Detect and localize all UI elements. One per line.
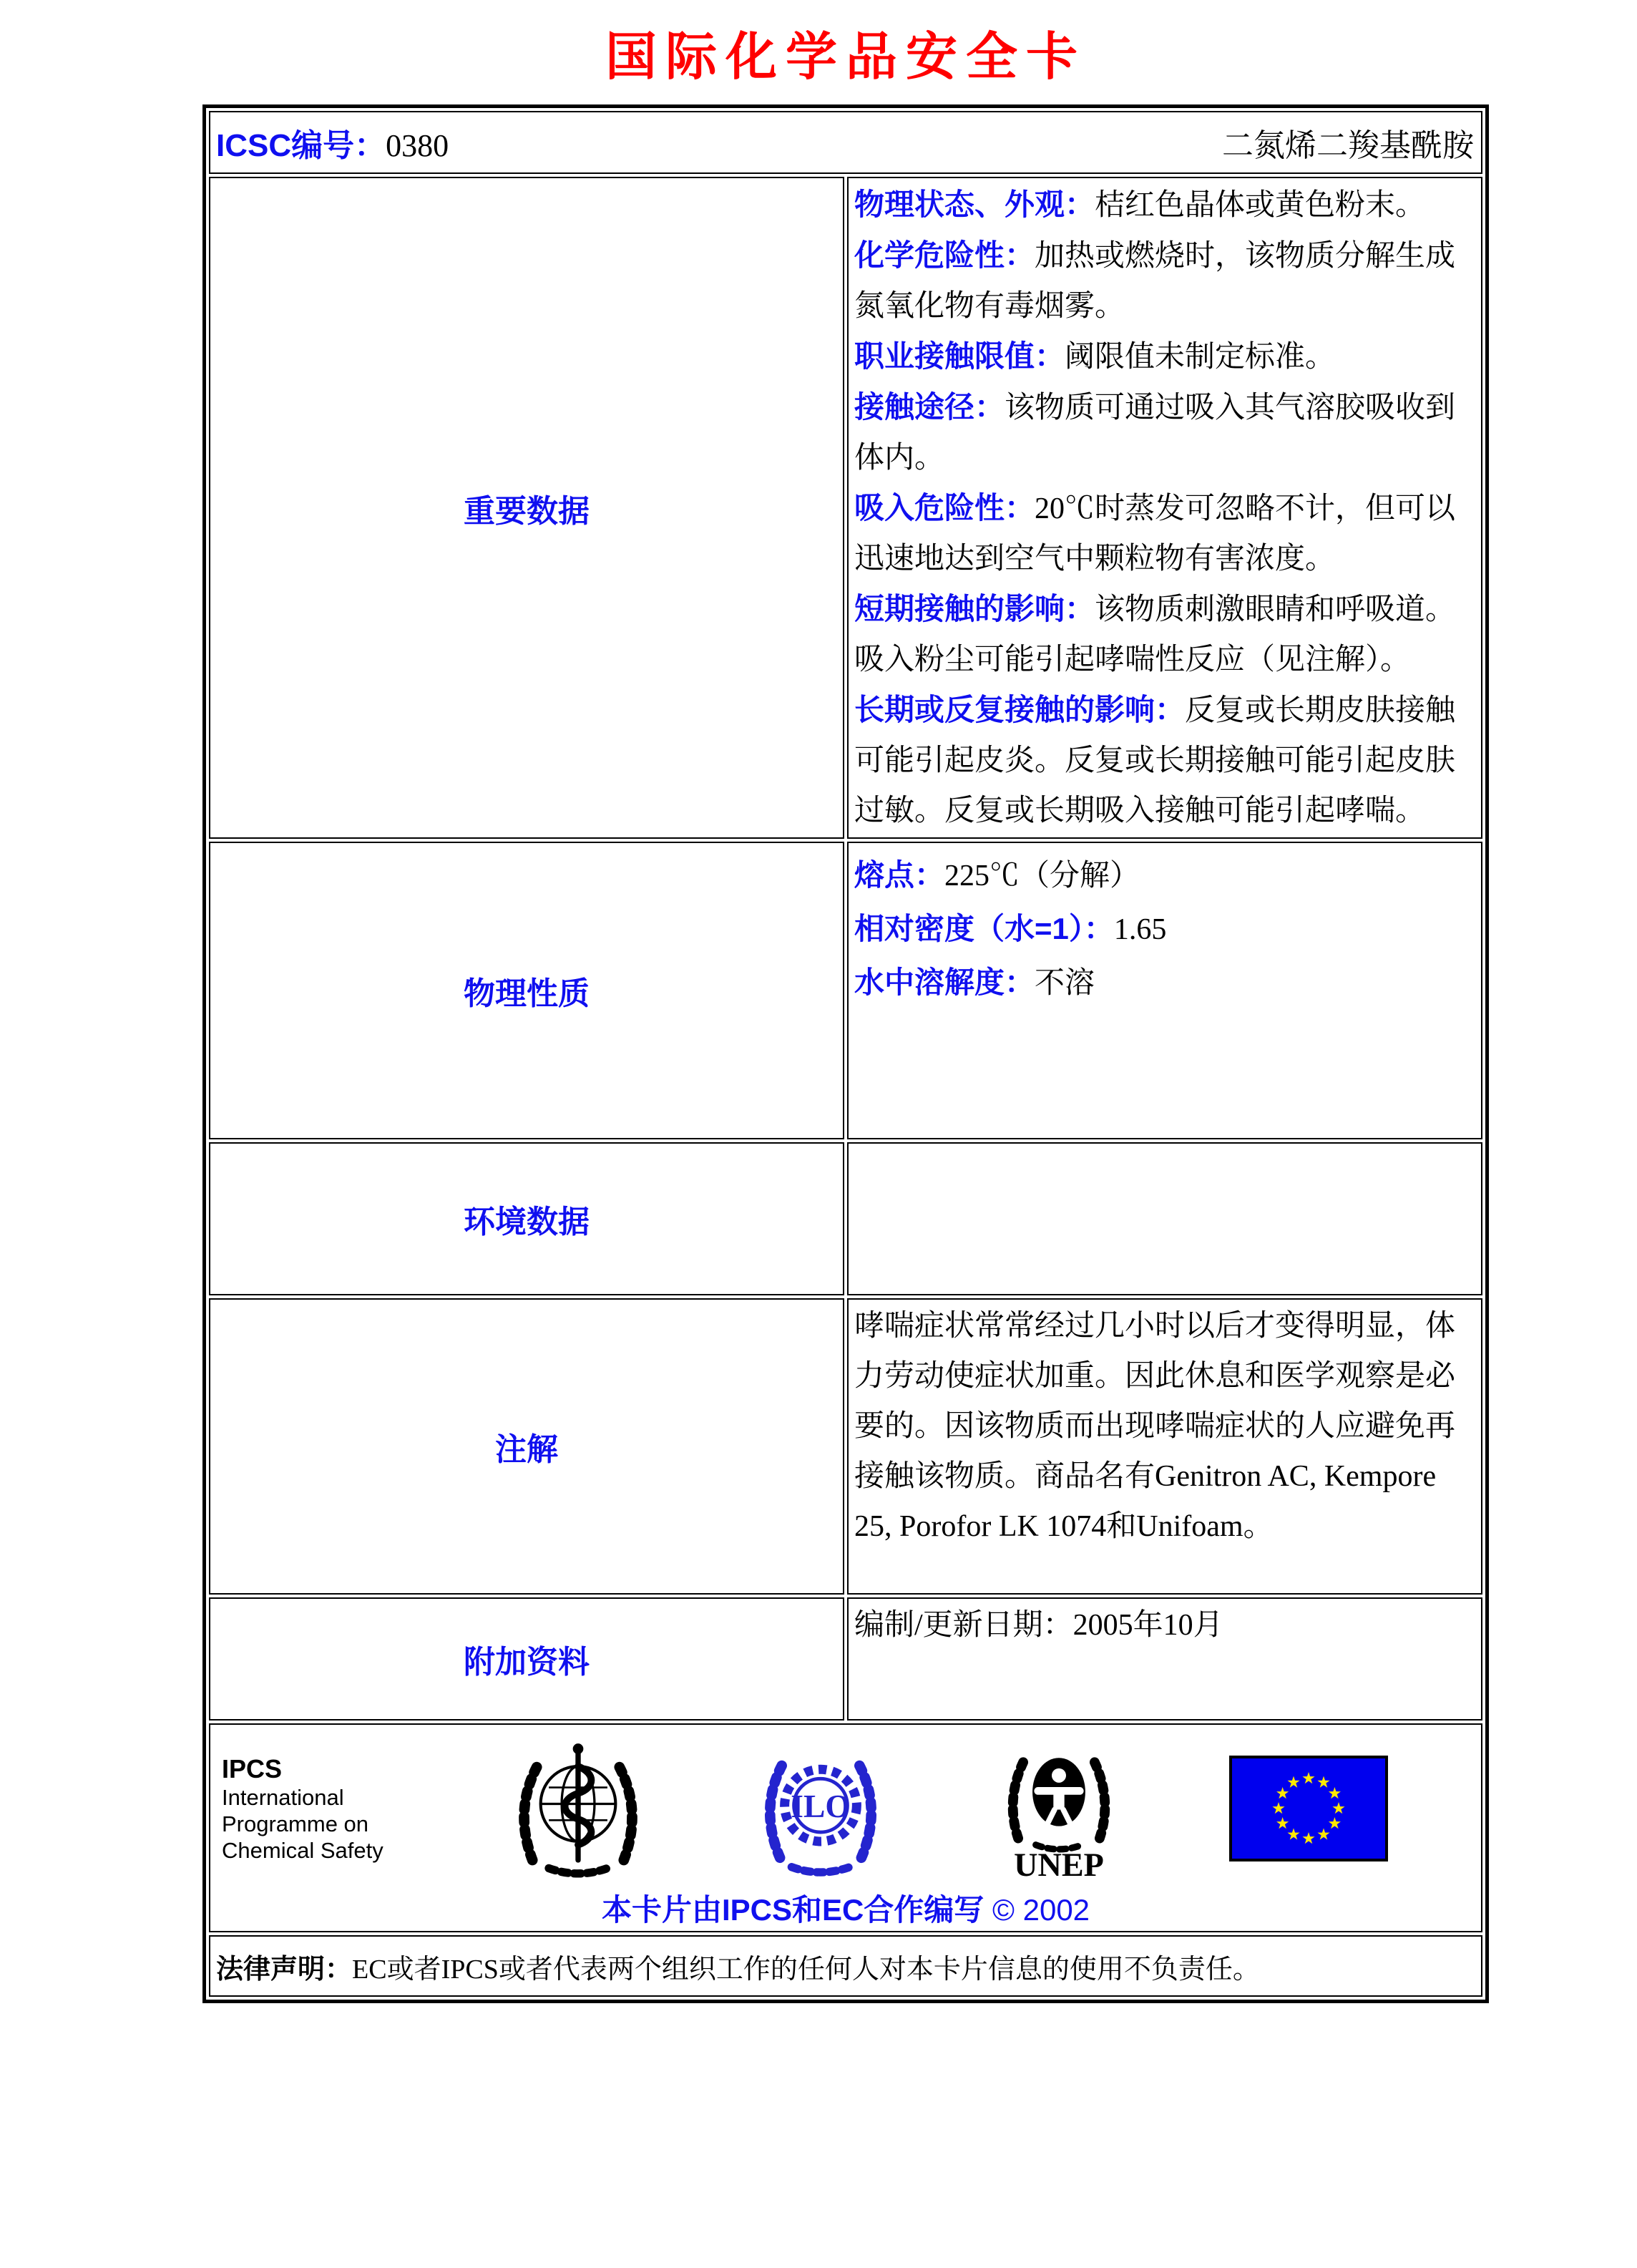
logo-strip <box>210 1732 1481 1882</box>
ilo-icon <box>753 1739 889 1879</box>
important-item <box>854 685 1474 836</box>
section-label-notes: 注解 <box>209 1298 844 1595</box>
item-label: 编制/更新日期： <box>854 1609 1073 1642</box>
ipcs-title: IPCS <box>222 1753 283 1783</box>
item-label: 短期接触的影响： <box>854 592 1095 626</box>
item-label: 熔点： <box>854 858 945 892</box>
section-notes-row <box>209 1298 1482 1595</box>
legal-label: 法律声明： <box>216 1954 353 1985</box>
section-content-physical <box>847 842 1482 1139</box>
section-label-physical: 物理性质 <box>209 842 844 1139</box>
item-text: 225℃（分解） <box>944 860 1140 892</box>
item-text: 加热或燃烧时，该物质分解生成氮氧化物有毒烟雾。 <box>854 240 1456 323</box>
logos-row <box>209 1723 1482 1932</box>
important-item <box>854 230 1474 331</box>
header-row <box>209 111 1482 174</box>
physical-item <box>854 849 1474 902</box>
eu-flag-icon <box>1229 1756 1388 1861</box>
item-label: 化学危险性： <box>854 238 1035 272</box>
section-important-row <box>209 177 1482 839</box>
important-item <box>854 331 1474 382</box>
item-text: 桔红色晶体或黄色粉末。 <box>1095 189 1426 222</box>
section-content-important <box>847 177 1482 839</box>
item-label: 职业接触限值： <box>854 339 1065 373</box>
caption-text: 本卡片由IPCS和EC合作编写 <box>601 1893 984 1927</box>
section-content-additional <box>847 1597 1482 1721</box>
notes-text: 哮喘症状常常经过几小时以后才变得明显，体力劳动使症状加重。因此休息和医学观察是必要的。因该物质而出现哮喘症状的人应避免再接触该物质。商品名有Genitron AC, Kempore 25, Porofor LK 1074和Unifoam。 <box>854 1310 1456 1543</box>
item-label: 吸入危险性： <box>854 491 1035 525</box>
section-label-important: 重要数据 <box>209 177 844 839</box>
cooperation-caption <box>210 1887 1481 1929</box>
who-icon <box>514 1737 642 1880</box>
icsc-number-label: ICSC编号： <box>216 128 386 163</box>
section-label-environment: 环境数据 <box>209 1142 844 1295</box>
item-text: 1.65 <box>1113 913 1167 946</box>
chemical-name: 二氮烯二羧基酰胺 <box>1222 128 1474 163</box>
ipcs-line: International <box>222 1784 344 1810</box>
copyright-text: © 2002 <box>992 1893 1090 1927</box>
item-label: 物理状态、外观： <box>854 188 1095 221</box>
section-content-environment <box>847 1142 1482 1295</box>
item-text: 2005年10月 <box>1072 1609 1223 1642</box>
icsc-table <box>202 104 1489 2003</box>
unep-letters: UNEP <box>1013 1846 1104 1880</box>
physical-item <box>854 956 1474 1010</box>
item-text: 该物质刺激眼睛和呼吸道。吸入粉尘可能引起哮喘性反应（见注解）。 <box>854 593 1456 676</box>
legal-statement <box>216 1939 1474 1993</box>
item-label: 水中溶解度： <box>854 965 1035 999</box>
legal-text: EC或者IPCS或者代表两个组织工作的任何人对本卡片信息的使用不负责任。 <box>352 1954 1260 1985</box>
item-text: 反复或长期皮肤接触可能引起皮炎。反复或长期接触可能引起皮肤过敏。反复或长期吸入接触可能引起哮喘。 <box>854 694 1456 827</box>
icsc-number-group <box>216 120 449 165</box>
ilo-letters: ILO <box>790 1787 851 1824</box>
section-additional-row <box>209 1597 1482 1721</box>
section-environment-row <box>209 1142 1482 1295</box>
important-item <box>854 180 1474 230</box>
important-item <box>854 483 1474 584</box>
section-content-notes <box>847 1298 1482 1595</box>
item-label: 长期或反复接触的影响： <box>854 693 1186 726</box>
page-title: 国际化学品安全卡 <box>605 26 1086 87</box>
section-physical-row <box>209 842 1482 1139</box>
icsc-number-value: 0380 <box>386 128 449 163</box>
item-label: 相对密度（水=1）： <box>854 912 1114 945</box>
section-label-additional: 附加资料 <box>209 1597 844 1721</box>
document-body <box>202 0 1489 2003</box>
item-label: 接触途径： <box>854 390 1005 424</box>
ipcs-text-block <box>222 1754 404 1864</box>
physical-item <box>854 902 1474 956</box>
legal-row <box>209 1935 1482 1997</box>
item-text: 20℃时蒸发可忽略不计，但可以迅速地达到空气中颗粒物有害浓度。 <box>854 492 1456 575</box>
item-text: 阈限值未制定标准。 <box>1065 341 1336 374</box>
important-item <box>854 584 1474 685</box>
logos-cell <box>209 1723 1482 1932</box>
ipcs-line: Chemical Safety <box>222 1837 383 1863</box>
unep-icon <box>998 1737 1120 1880</box>
card-header <box>216 114 1474 171</box>
ipcs-line: Programme on <box>222 1811 369 1836</box>
additional-item <box>854 1600 1474 1650</box>
important-item <box>854 382 1474 483</box>
item-text: 该物质可通过吸入其气溶胶吸收到体内。 <box>854 391 1456 474</box>
legal-cell <box>209 1935 1482 1997</box>
item-text: 不溶 <box>1035 967 1095 1000</box>
